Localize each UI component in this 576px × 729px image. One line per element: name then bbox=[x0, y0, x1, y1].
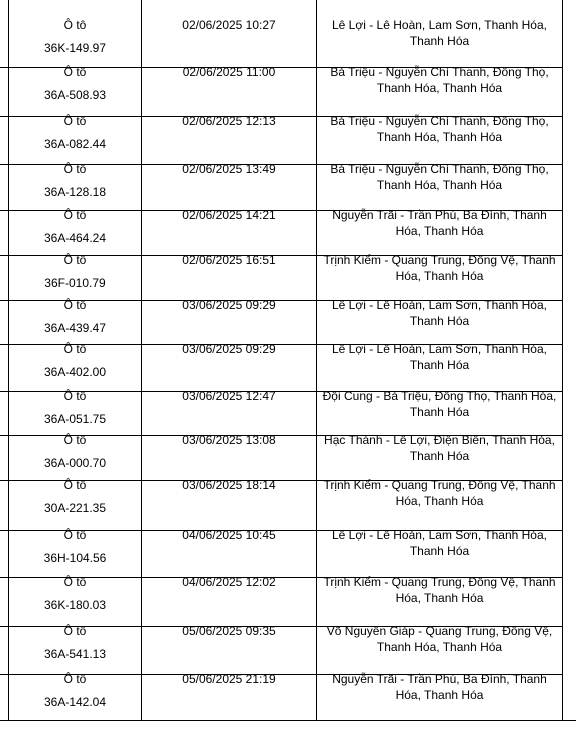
table-row bbox=[0, 391, 563, 435]
table-row bbox=[0, 164, 563, 210]
table-row bbox=[0, 480, 563, 530]
violation-time: 02/06/2025 16:51 bbox=[182, 253, 276, 267]
vehicle-cell bbox=[9, 342, 141, 380]
vehicle-type: Ô tô bbox=[63, 342, 87, 356]
vehicle-cell bbox=[9, 253, 141, 291]
vehicle-type: Ô tô bbox=[63, 528, 87, 542]
table-row bbox=[0, 577, 563, 626]
table-row bbox=[0, 255, 563, 300]
vehicle-cell bbox=[9, 478, 141, 516]
vehicle-type: Ô tô bbox=[63, 575, 87, 589]
table-row bbox=[0, 435, 563, 480]
violation-location: Trịnh Kiểm - Quang Trung, Đông Vệ, Thanh Hóa, Thanh Hóa bbox=[323, 575, 556, 605]
vehicle-type: Ô tô bbox=[63, 65, 87, 79]
vehicle-cell bbox=[9, 575, 141, 613]
violation-location: Lê Lợi - Lê Hoàn, Lam Sơn, Thanh Hóa, Thanh Hóa bbox=[332, 342, 547, 372]
violation-time: 02/06/2025 12:13 bbox=[182, 114, 276, 128]
violation-time: 03/06/2025 12:47 bbox=[182, 389, 276, 403]
violation-time: 04/06/2025 10:45 bbox=[182, 528, 276, 542]
vehicle-cell bbox=[9, 18, 141, 56]
license-plate: 36A-082.44 bbox=[43, 136, 107, 151]
violation-location: Lê Lợi - Lê Hoàn, Lam Sơn, Thanh Hóa, Thanh Hóa bbox=[332, 18, 547, 48]
vehicle-type: Ô tô bbox=[63, 18, 87, 32]
license-plate: 36A-142.04 bbox=[43, 694, 107, 709]
violation-location: Đội Cung - Bà Triệu, Đông Thọ, Thanh Hóa, Thanh Hóa bbox=[322, 389, 557, 419]
vehicle-cell bbox=[9, 672, 141, 710]
violation-location: Bà Triệu - Nguyễn Chí Thanh, Đông Thọ, Thanh Hóa, Thanh Hóa bbox=[330, 65, 549, 95]
vehicle-type: Ô tô bbox=[63, 114, 87, 128]
license-plate: 36F-010.79 bbox=[44, 275, 106, 290]
vehicle-cell bbox=[9, 162, 141, 200]
violation-location: Trịnh Kiểm - Quang Trung, Đông Vệ, Thanh Hóa, Thanh Hóa bbox=[323, 253, 556, 283]
violation-time: 03/06/2025 09:29 bbox=[182, 298, 276, 312]
license-plate: 36A-128.18 bbox=[43, 184, 107, 199]
violation-location: Bà Triệu - Nguyễn Chí Thanh, Đông Thọ, Thanh Hóa, Thanh Hóa bbox=[330, 114, 549, 144]
vehicle-cell bbox=[9, 624, 141, 662]
vehicle-type: Ô tô bbox=[63, 672, 87, 686]
violation-time: 03/06/2025 13:08 bbox=[182, 433, 276, 447]
violation-location: Bà Triệu - Nguyễn Chí Thanh, Đông Thọ, Thanh Hóa, Thanh Hóa bbox=[330, 162, 549, 192]
table-row bbox=[0, 20, 563, 67]
table-row bbox=[0, 210, 563, 255]
license-plate: 36A-051.75 bbox=[43, 411, 107, 426]
violation-location: Hạc Thành - Lê Lợi, Điện Biên, Thanh Hóa, Thanh Hóa bbox=[324, 433, 555, 463]
violation-time: 03/06/2025 18:14 bbox=[182, 478, 276, 492]
license-plate: 36H-104.56 bbox=[43, 550, 107, 565]
vehicle-cell bbox=[9, 528, 141, 566]
violation-time: 02/06/2025 14:21 bbox=[182, 208, 276, 222]
violation-location: Nguyễn Trãi - Trần Phú, Ba Đình, Thanh Hóa, Thanh Hóa bbox=[332, 672, 547, 702]
table-row bbox=[0, 530, 563, 577]
license-plate: 36A-402.00 bbox=[43, 364, 107, 379]
table-row bbox=[0, 344, 563, 391]
license-plate: 36A-508.93 bbox=[43, 87, 107, 102]
vehicle-cell bbox=[9, 208, 141, 246]
table-row bbox=[0, 674, 563, 721]
violation-time: 02/06/2025 13:49 bbox=[182, 162, 276, 176]
violation-time: 05/06/2025 21:19 bbox=[182, 672, 276, 686]
violation-time: 05/06/2025 09:35 bbox=[182, 624, 276, 638]
license-plate: 36A-464.24 bbox=[43, 230, 107, 245]
violation-location: Lê Lợi - Lê Hoàn, Lam Sơn, Thanh Hóa, Thanh Hóa bbox=[332, 298, 547, 328]
violation-location: Trịnh Kiểm - Quang Trung, Đông Vệ, Thanh Hóa, Thanh Hóa bbox=[323, 478, 556, 508]
vehicle-cell bbox=[9, 433, 141, 471]
violation-location: Lê Lợi - Lê Hoàn, Lam Sơn, Thanh Hóa, Thanh Hóa bbox=[332, 528, 547, 558]
vehicle-type: Ô tô bbox=[63, 162, 87, 176]
vehicle-type: Ô tô bbox=[63, 433, 87, 447]
vehicle-cell bbox=[9, 65, 141, 103]
vehicle-type: Ô tô bbox=[63, 208, 87, 222]
violation-location: Nguyễn Trãi - Trần Phú, Ba Đình, Thanh Hóa, Thanh Hóa bbox=[332, 208, 547, 238]
vehicle-type: Ô tô bbox=[63, 389, 87, 403]
vehicle-type: Ô tô bbox=[63, 298, 87, 312]
vehicle-cell bbox=[9, 298, 141, 336]
vehicle-type: Ô tô bbox=[63, 624, 87, 638]
violation-time: 02/06/2025 11:00 bbox=[182, 65, 276, 79]
violation-time: 04/06/2025 12:02 bbox=[182, 575, 276, 589]
table-row bbox=[0, 626, 563, 674]
vehicle-type: Ô tô bbox=[63, 253, 87, 267]
license-plate: 30A-221.35 bbox=[43, 500, 107, 515]
violation-time: 02/06/2025 10:27 bbox=[182, 18, 276, 32]
license-plate: 36K-149.97 bbox=[43, 40, 107, 55]
vehicle-cell bbox=[9, 114, 141, 152]
license-plate: 36A-439.47 bbox=[43, 320, 107, 335]
license-plate: 36A-541.13 bbox=[43, 646, 107, 661]
table-row bbox=[0, 116, 563, 164]
table-row bbox=[0, 67, 563, 116]
vehicle-cell bbox=[9, 389, 141, 427]
violation-time: 03/06/2025 09:29 bbox=[182, 342, 276, 356]
violation-location: Võ Nguyên Giáp - Quang Trung, Đông Vệ, Thanh Hóa, Thanh Hóa bbox=[326, 624, 553, 654]
license-plate: 36K-180.03 bbox=[43, 597, 107, 612]
vehicle-type: Ô tô bbox=[63, 478, 87, 492]
license-plate: 36A-000.70 bbox=[43, 455, 107, 470]
table-row bbox=[0, 300, 563, 344]
